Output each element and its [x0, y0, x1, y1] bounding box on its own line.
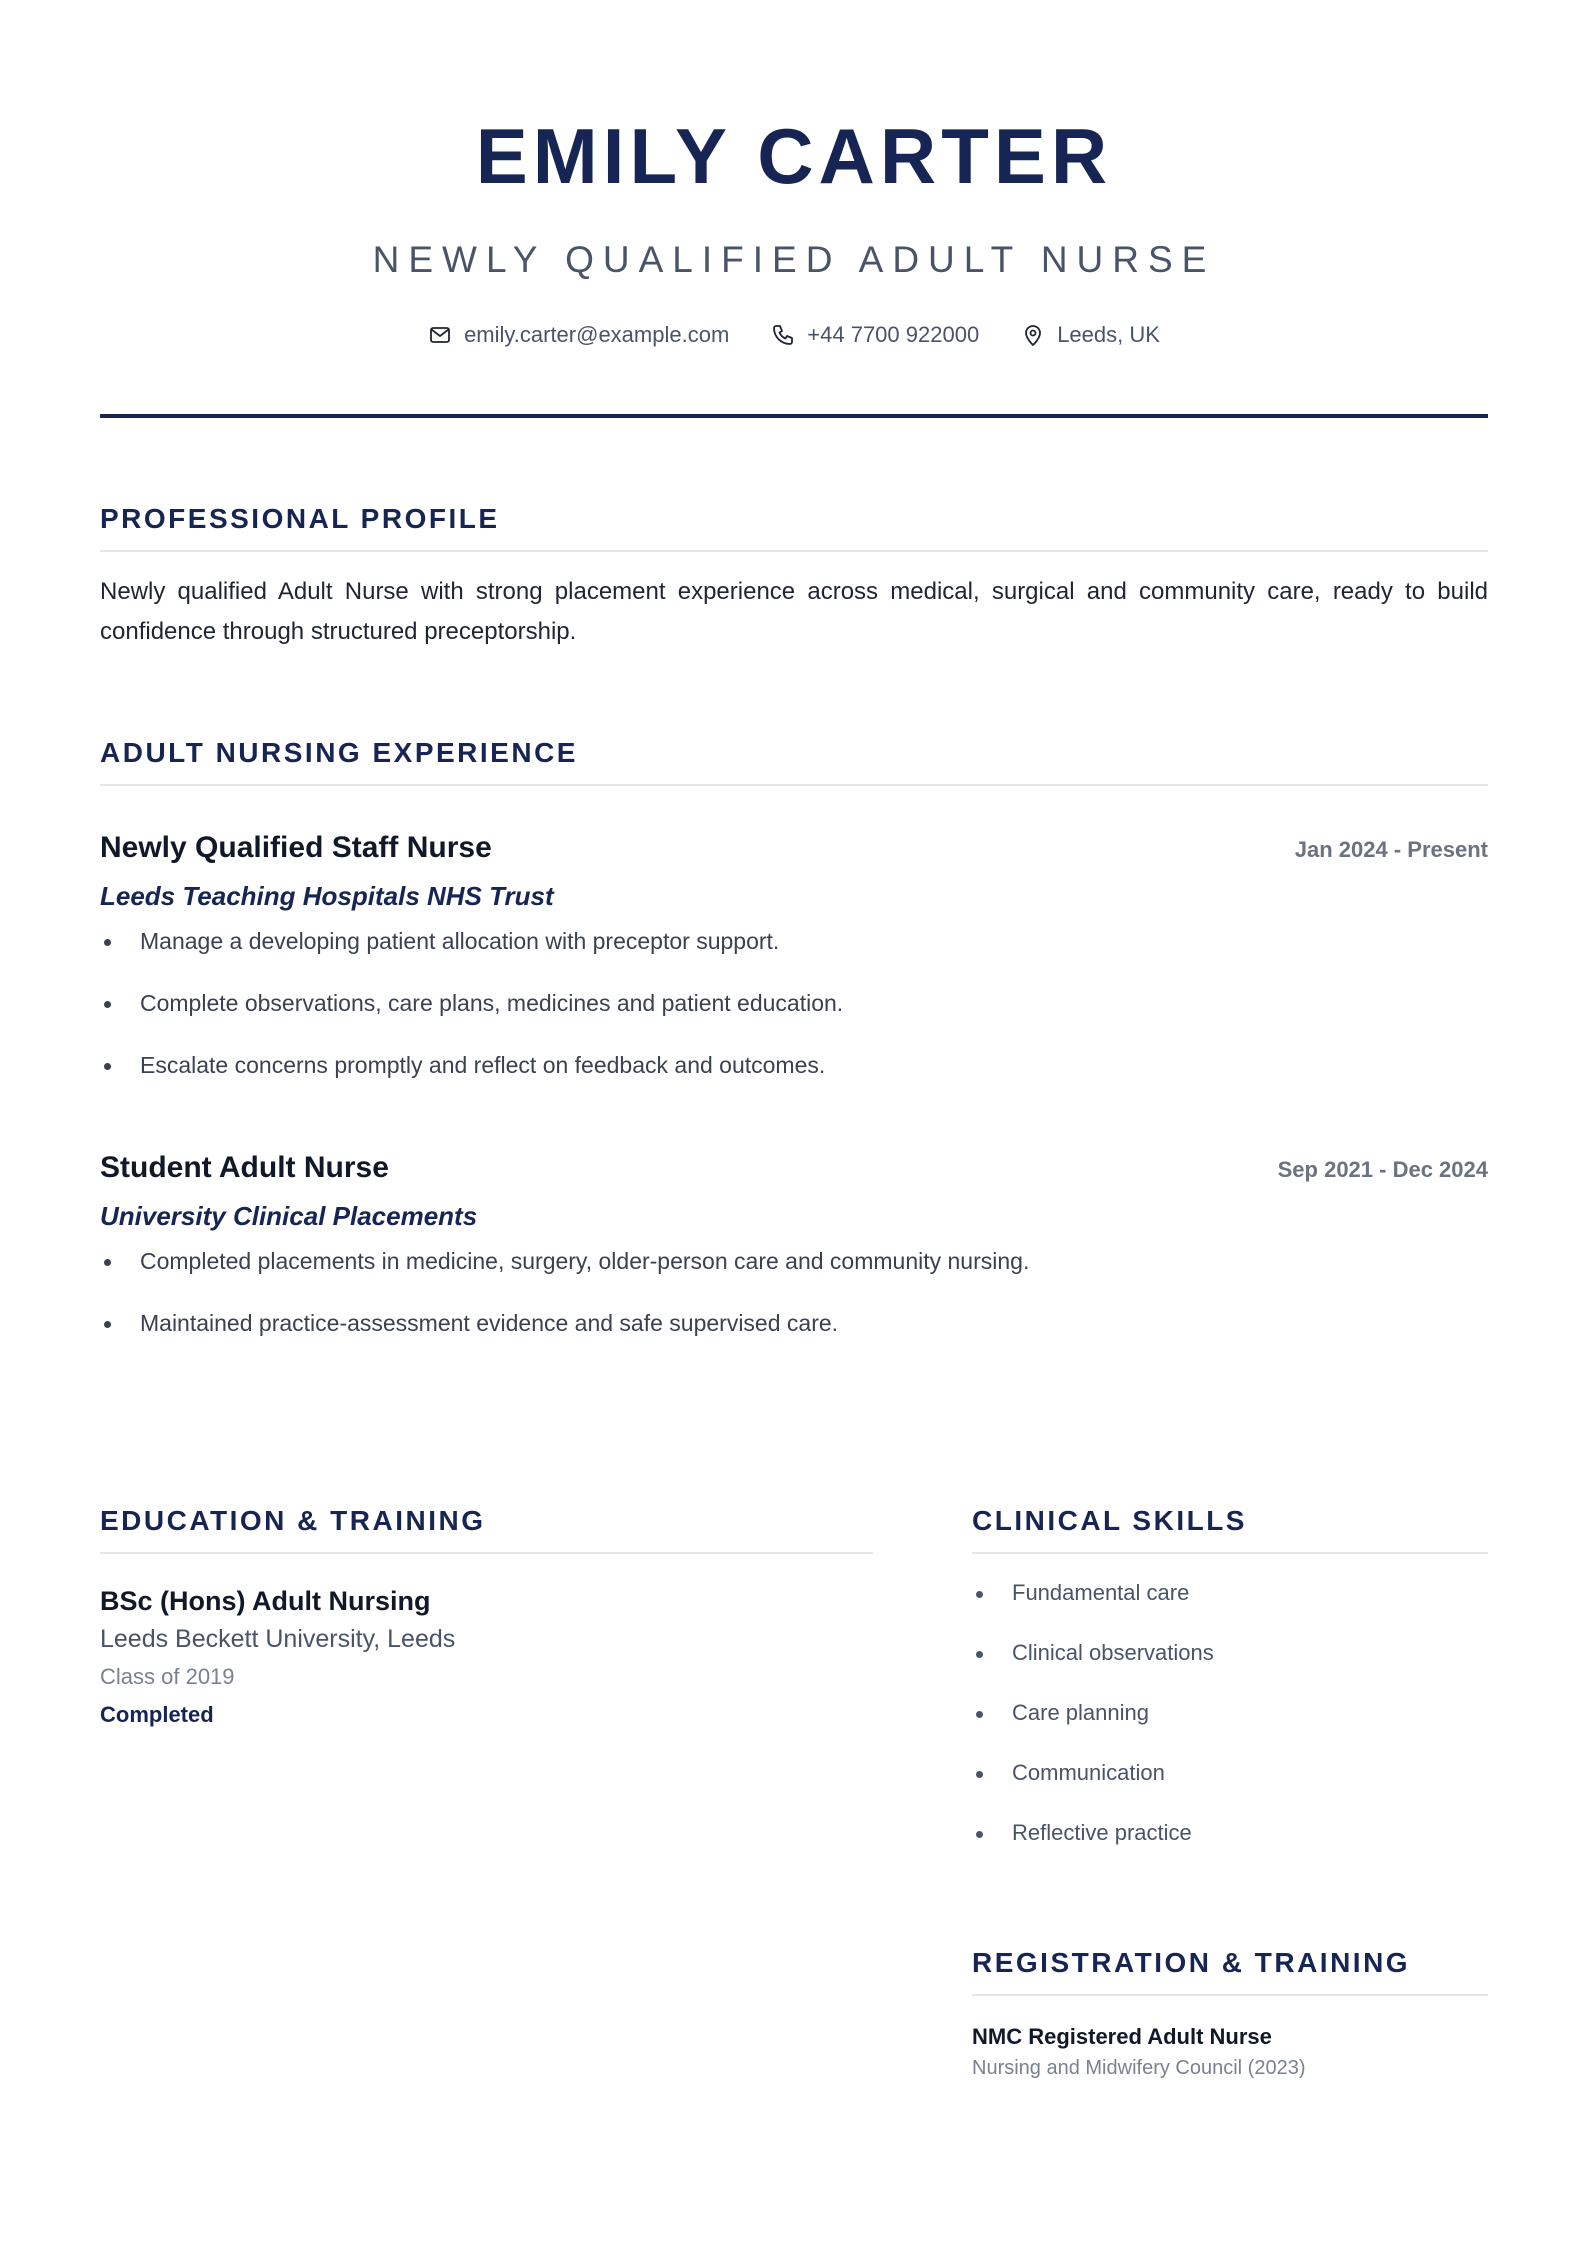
job-header — [100, 1150, 1488, 1186]
skill-item: Communication — [972, 1756, 1488, 1790]
skills-section — [972, 1504, 1488, 1850]
registration-section — [972, 1946, 1488, 2082]
job-bullets — [100, 924, 1488, 1082]
phone-icon — [771, 323, 795, 347]
job-dates: Jan 2024 - Present — [1294, 837, 1488, 862]
section-title-registration: REGISTRATION & TRAINING — [972, 1946, 1488, 1996]
job-title: Student Adult Nurse — [100, 1151, 389, 1184]
section-title-education: EDUCATION & TRAINING — [100, 1504, 873, 1554]
job-dates: Sep 2021 - Dec 2024 — [1277, 1157, 1488, 1182]
contact-phone[interactable] — [771, 320, 979, 350]
candidate-role: NEWLY QUALIFIED ADULT NURSE — [372, 239, 1216, 280]
section-title-experience: ADULT NURSING EXPERIENCE — [100, 736, 1488, 786]
contact-location-text: Leeds, UK — [1057, 322, 1160, 347]
job-bullet: Completed placements in medicine, surgery, older-person care and community nursing. — [100, 1244, 1488, 1278]
right-column — [972, 1504, 1488, 2082]
education-status: Completed — [100, 1702, 214, 1727]
education-year: Class of 2019 — [100, 1664, 235, 1689]
job-bullet: Complete observations, care plans, medicines and patient education. — [100, 986, 1488, 1020]
experience-section — [100, 736, 1488, 1340]
candidate-name: EMILY CARTER — [475, 112, 1113, 200]
profile-section — [100, 502, 1488, 652]
profile-text: Newly qualified Adult Nurse with strong placement experience across medical, surgical and community care, ready to build confidence through structured preceptorship. — [100, 578, 1488, 645]
skills-list — [972, 1576, 1488, 1850]
job-organization: University Clinical Placements — [100, 1201, 478, 1231]
job-title: Newly Qualified Staff Nurse — [100, 831, 492, 864]
education-degree: BSc (Hons) Adult Nursing — [100, 1586, 431, 1616]
job-bullet: Maintained practice-assessment evidence and safe supervised care. — [100, 1306, 1488, 1340]
skill-item: Reflective practice — [972, 1816, 1488, 1850]
job-header — [100, 830, 1488, 866]
job-bullets — [100, 1244, 1488, 1340]
contact-location — [1021, 320, 1160, 350]
job-bullet: Manage a developing patient allocation with preceptor support. — [100, 924, 1488, 958]
two-column-area — [100, 1504, 1488, 2082]
header-divider — [100, 414, 1488, 418]
mail-icon — [428, 323, 452, 347]
skill-item: Clinical observations — [972, 1636, 1488, 1670]
contact-phone-text: +44 7700 922000 — [807, 322, 980, 347]
education-section — [100, 1504, 873, 2082]
registration-item-title: NMC Registered Adult Nurse — [972, 2024, 1272, 2049]
section-title-profile: PROFESSIONAL PROFILE — [100, 502, 1488, 552]
resume-page — [100, 0, 1488, 2079]
contact-email-text: emily.carter@example.com — [464, 322, 730, 347]
job-bullet: Escalate concerns promptly and reflect on feedback and outcomes. — [100, 1048, 1488, 1082]
section-title-skills: CLINICAL SKILLS — [972, 1504, 1488, 1554]
contact-email[interactable] — [428, 320, 729, 350]
registration-item-subtitle: Nursing and Midwifery Council (2023) — [972, 2057, 1306, 2079]
education-school: Leeds Beckett University, Leeds — [100, 1625, 456, 1653]
job-organization: Leeds Teaching Hospitals NHS Trust — [100, 881, 554, 911]
resume-header — [100, 0, 1488, 418]
job-entry — [100, 1150, 1488, 1340]
contact-row — [100, 320, 1488, 350]
location-pin-icon — [1021, 323, 1045, 347]
skill-item: Care planning — [972, 1696, 1488, 1730]
skill-item: Fundamental care — [972, 1576, 1488, 1610]
job-entry — [100, 830, 1488, 1082]
